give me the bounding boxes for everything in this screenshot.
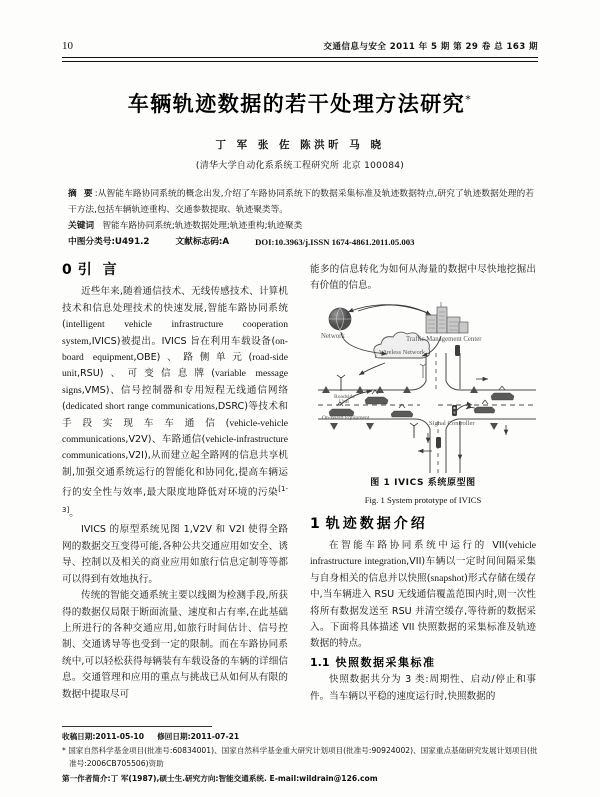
p1-part-d: ,RSU)、可变信息牌( (76, 368, 216, 380)
wireless-network-label: Wireless Network (379, 348, 426, 356)
abstract-text: :从智能车路协同系统的概念出发,介绍了车路协同系统下的数据采集标准及轨迹数据特点,研究了轨迹数据处理的若干方法,包括车辆轨迹重构、交通参数提取、轨迹聚类等。 (68, 189, 534, 215)
right-column (310, 262, 536, 705)
doi-value: 10.3963/j.ISSN 1674-4861.2011.05.003 (274, 237, 415, 247)
section-0-number: 0 (62, 262, 72, 278)
figure-1 (310, 301, 536, 509)
footnote-block (62, 730, 538, 786)
figure-1-caption-cn: 图 1 IVICS 系统原型图 (370, 477, 476, 488)
abstract-block (68, 186, 534, 250)
p1-part-e: ,VMS)、信号控制器和专用短程无线通信网络( (62, 384, 288, 413)
doi (255, 234, 414, 250)
p1-en-rsu: road-side unit (62, 352, 288, 380)
footnote-funding: * 国家自然科学基金项目(批准号:60834001)、国家自然科学基金重大研究计划项目(批准号:90924002)、国家重点基础研究发展计划项目(批准号:2006CB705506)资助 (62, 746, 538, 769)
p1-part-f: ,DSRC)等技术和手段实现车车通信( (62, 401, 289, 429)
ivics-system-diagram (310, 301, 536, 473)
p1-en-dsrc: dedicated short range communications (65, 401, 215, 413)
section-heading-1 (310, 516, 536, 532)
document-code (175, 234, 229, 250)
footnote-author-bio: 第一作者简介:丁 军(1987),硕士生.研究方向:智能交通系统. E-mail:wildrain@126.com (62, 773, 378, 783)
doi-label: DOI: (255, 237, 275, 247)
footnote-dates (62, 730, 538, 743)
page-number: 10 (62, 40, 73, 52)
paragraph-intro-3: 传统的智能交通系统主要以线圈为检测手段,所获得的数据仅局限于断面流量、速度和占有率,在此基础上所进行的各种交通应用,如旅行时间估计、信号控制、交通诱导等也受到一定的限制。而在车路协同系统中,可以轻松获得每辆装有车载设备的车辆的详细信息。交通管理和应用的重点与挑战已从如何从有限的数据中提取尽可 (62, 590, 288, 700)
doccode-label: 文献标志码: (175, 237, 223, 247)
affiliation: (清华大学自动化系系统工程研究所 北京 100084) (195, 161, 405, 171)
abstract-paragraph (68, 186, 534, 218)
clc-number (68, 234, 149, 250)
p1-en-v2v: vehicle-vehicle communications (62, 417, 288, 446)
section-1-number: 1 (310, 515, 320, 532)
revised-date: 2011-07-21 (190, 732, 240, 741)
p1-part-c: ,OBE)、路侧单元( (133, 352, 253, 364)
header-rule-thick (62, 57, 538, 58)
footnote-rule (62, 726, 212, 727)
traffic-management-center-node (406, 302, 482, 343)
clc-label: 中图分类号: (68, 237, 115, 247)
paragraph-intro-1 (62, 284, 288, 522)
author-list: 丁 军 张 佐 陈洪昕 马 晓 (215, 139, 385, 151)
paragraph-s11-1: 快照数据共分为 3 类:周期性、启动/停止和事件。当车辆以平稳的速度运行时,快照数据的 (310, 674, 536, 702)
section-heading-1-1 (310, 655, 536, 671)
network-label: Network (321, 332, 345, 340)
p1-part-h: ,V2I),从而建立起全路网的信息共享机制,加强交通系统运行的智能化和协同化,提高车辆运行的安全性与效率,最大限度地降低对环境的污染 (62, 450, 288, 499)
received-date: 2011-05-10 (95, 732, 144, 741)
p1-part-a: 近些年来,随着通信技术、无线传感技术、计算机技术和信息处理技术的快速发展,智能车路协同系统( (62, 286, 288, 331)
abstract-label: 摘 要 (68, 189, 95, 199)
p1-part-b: ,IVICS)被提出。IVICS 旨在利用车载设备( (88, 335, 276, 347)
vehicles (322, 386, 514, 421)
keywords-text: 智能车路协同系统;轨迹数据处理;轨迹重构;轨迹聚类 (102, 221, 303, 231)
figure-1-caption-en: Fig. 1 System prototype of IVICS (364, 495, 482, 506)
p1-end: 。 (69, 508, 79, 520)
header-rule-thin (62, 61, 538, 62)
section-1-1-number: 1.1 (310, 655, 330, 669)
p1-part-g: ,V2V)、车路通信( (125, 434, 206, 446)
left-column (62, 262, 288, 703)
journal-info: 交通信息与安全 2011 年 5 期 第 29 卷 总 163 期 (323, 42, 538, 52)
keywords-label: 关键词 (68, 221, 95, 231)
paragraph-intro-2: IVICS 的原型系统见图 1,V2V 和 V2I 使得全路网的数据交互变得可能,各种公共交通应用如安全、诱导、控制以及相关的商业应用如旅行信息定制等等都可以得到有效地执行。 (62, 524, 288, 585)
intersection-antenna-icon (410, 423, 418, 438)
section-heading-0 (62, 262, 288, 278)
s1-part-a: 在智能车路协同系统中运行的 VII( (329, 540, 509, 552)
article-title-text: 车辆轨迹数据的若干处理方法研究 (127, 92, 466, 116)
section-1-title: 轨迹数据介绍 (325, 515, 428, 532)
signal-controller-node (420, 345, 475, 448)
paragraph-intro-3-cont (310, 262, 536, 295)
roadside-unit-label-line1: Roadside (334, 393, 355, 400)
p1-en-v2i: vehicle-infrastructure communications (62, 434, 288, 462)
clc-value: U491.2 (114, 237, 150, 247)
obe-label: On-board Equipment (322, 414, 370, 421)
citation-ref-1-3: [1-3] (62, 485, 288, 514)
running-head (62, 40, 538, 52)
s1-part-b: ,VII)车辆以一定时间间隔采集与自身相关的信息并以快照( (310, 556, 536, 584)
metadata-line (68, 234, 534, 250)
p1-en-vms: variable message signs (62, 368, 288, 396)
roadside-unit-label-line2: Unit (339, 398, 349, 405)
doccode-value: A (222, 237, 230, 247)
article-title (0, 88, 600, 118)
p1-en-obe: on-board equipment (62, 335, 288, 364)
received-label: 收稿日期: (62, 732, 96, 741)
signal-controller-label: Signal Controller (429, 419, 475, 427)
title-footnote-mark: * (465, 93, 473, 106)
section-0-title: 引 言 (77, 262, 120, 278)
revised-label: 修回日期: (157, 732, 191, 741)
p1-en-ivics: intelligent vehicle infrastructure cooperation system (62, 319, 288, 347)
tmc-label: Traffic Management Center (406, 335, 482, 343)
keywords-paragraph (68, 218, 534, 234)
figure-1-image (310, 301, 536, 473)
s1-en-vii: vehicle infrastructure integration (310, 540, 536, 568)
network-node (321, 308, 351, 340)
right-top-text: 能多的信息转化为如何从海量的数据中尽快地挖掘出有价值的信息。 (310, 264, 536, 292)
paragraph-s1-1 (310, 538, 536, 653)
s1-part-c: )形式存储在缓存中,当车辆进入 RSU 无线通信覆盖范围内时,则一次性将所有数据发送至 RSU 并清空缓存,等待新的数据采入。下面将具体描述 VII 快照数据的采集标准及轨迹数据的特点。 (310, 572, 536, 650)
section-1-1-title: 快照数据采集标准 (335, 655, 436, 669)
s1-en-snapshot: snapshot (430, 572, 465, 584)
